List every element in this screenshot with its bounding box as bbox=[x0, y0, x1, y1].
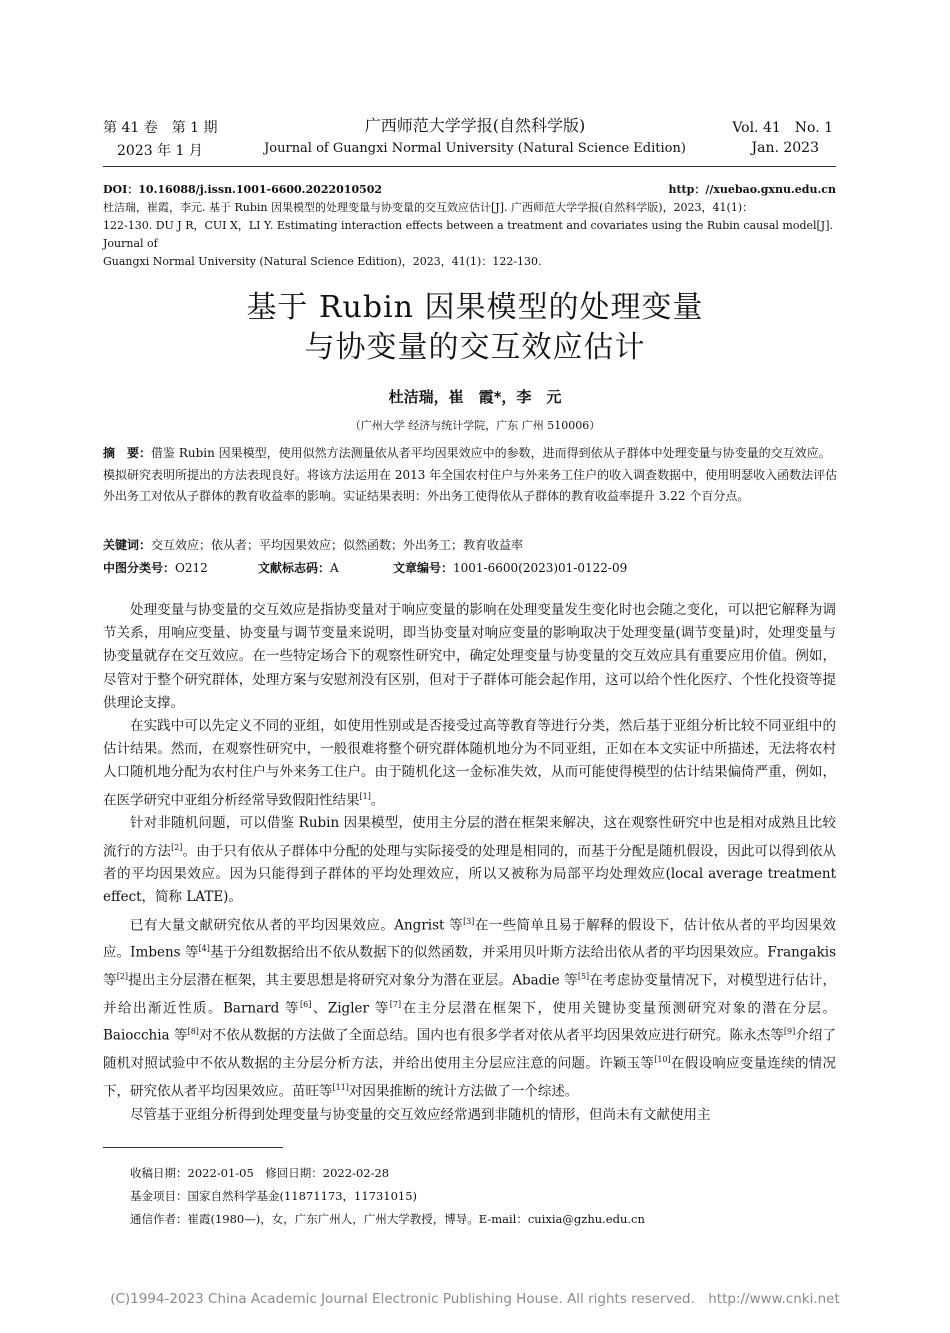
paragraph: 尽管基于亚组分析得到处理变量与协变量的交互效应经常遇到非随机的情形，但尚未有文献使用主 bbox=[130, 1106, 711, 1123]
document-code bbox=[258, 559, 339, 576]
citation-line: Guangxi Normal University (Natural Science Edition)，2023，41(1)：122-130. bbox=[103, 255, 542, 268]
keywords-text: 交互效应；依从者；平均因果效应；似然函数；外出务工；教育收益率 bbox=[151, 538, 524, 552]
keywords bbox=[103, 536, 523, 553]
journal-url[interactable]: http：//xuebao.gxnu.edu.cn bbox=[668, 183, 836, 196]
citation-ref[interactable]: [6] bbox=[300, 999, 312, 1009]
citation-ref[interactable]: [2] bbox=[116, 972, 129, 982]
citation-ref[interactable]: [9] bbox=[783, 1027, 796, 1037]
copyright-watermark: (C)1994-2023 China Academic Journal Electronic Publishing House. All rights reserved. http://www.cnki.net bbox=[110, 1291, 840, 1307]
paragraph: 已有大量文献研究依从者的平均因果效应。Angrist 等[3]在一些简单且易于解释的假设下，估计依从者的平均因果效应。Imbens 等[4]基于分组数据给出不依从数据下的似然函数，并采用贝叶斯方法给出依从者的平均因果效应。Frangakis 等[2]提出主分层潜在框架，其主要思想是将研究对象分为潜在亚层。Abadie 等[5]在考虑协变量情况下，对模型进行估计，并给出渐近性质。Barnard 等[6]、Zigler 等[7]在主分层潜在框架下，使用关键协变量预测研究对象的潜在分层。Baiocchia 等[8]对不依从数据的方法做了全面总结。国内也有很多学者对依从者平均因果效应进行研究。陈永杰等[9]介绍了随机对照试验中不依从数据的主分层分析方法，并给出使用主分层应注意的问题。许颖玉等[10]在假设响应变量连续的情况下，研究依从者平均因果效应。苗旺等[11]对因果推断的统计方法做了一个综述。 bbox=[103, 916, 837, 1100]
doi: DOI：10.16088/j.issn.1001-6600.2022010502 bbox=[103, 183, 383, 196]
journal-title-en: Journal of Guangxi Normal University (Natural Science Edition) bbox=[264, 141, 686, 156]
citation-ref[interactable]: [3] bbox=[463, 916, 475, 926]
clc-label: 中图分类号： bbox=[103, 561, 176, 575]
citation-ref[interactable]: [1] bbox=[359, 791, 371, 801]
issue-date-cn: 2023 年 1 月 bbox=[117, 143, 203, 159]
citation-ref[interactable]: [5] bbox=[577, 972, 590, 982]
fund-info: 基金项目：国家自然科学基金(11871173，11731015) bbox=[130, 1189, 418, 1203]
footnote-rule bbox=[103, 1147, 283, 1148]
document-code-label: 文献标志码： bbox=[258, 561, 331, 575]
article-id-value: 1001-6600(2023)01-0122-09 bbox=[453, 561, 628, 575]
clc-number bbox=[103, 559, 208, 576]
article-id-label: 文章编号： bbox=[393, 561, 454, 575]
abstract bbox=[103, 443, 838, 508]
paragraph: 针对非随机问题，可以借鉴 Rubin 因果模型，使用主分层的潜在框架来解决，这在观察性研究中也是相对成熟且比较流行的方法[2]。由于只有依从子群体中分配的处理与实际接受的处理是相同的，而基于分配是随机假设，因此可以得到依从者的平均因果效应。因为只能得到子群体的平均处理效应，所以又被称为局部平均处理效应(local average treatment effect，简称 LATE)。 bbox=[103, 815, 837, 906]
article-id bbox=[393, 559, 627, 576]
citation-ref[interactable]: [7] bbox=[389, 999, 402, 1009]
journal-title-cn: 广西师范大学学报(自然科学版) bbox=[364, 116, 586, 135]
citation-ref[interactable]: [8] bbox=[187, 1027, 199, 1037]
paragraph: 处理变量与协变量的交互效应是指协变量对于响应变量的影响在处理变量发生变化时也会随之变化，可以把它解释为调节关系，用响应变量、协变量与调节变量来说明，即当协变量对响应变量的影响取决于处理变量(调节变量)时，处理变量与协变量就存在交互效应。在一些特定场合下的观察性研究中，确定处理变量与协变量的交互效应具有重要应用价值。例如，尽管对于整个研究群体，处理方案与安慰剂没有区别，但对于子群体可能会起作用，这可以给个性化医疗、个性化投资等提供理论支撑。 bbox=[103, 602, 836, 711]
citation-ref[interactable]: [4] bbox=[198, 944, 210, 954]
abstract-text: 借鉴 Rubin 因果模型，使用似然方法测量依从者平均因果效应中的参数，进而得到依从子群体中处理变量与协变量的交互效应。模拟研究表明所提出的方法表现良好。将该方法运用在 2013 年全国农村住户与外来务工住户的收入调查数据中，使用明瑟收入函数法评估外出务工对依从子群体的教育收益率的影响。实证结果表明：外出务工使得依从子群体的教育收益率提升 3.22 个百分点。 bbox=[103, 446, 838, 503]
abstract-label: 摘 要： bbox=[103, 446, 152, 460]
volume-issue: 第 41 卷 第 1 期 bbox=[103, 120, 218, 136]
volume-en: Vol. 41 No. 1 bbox=[732, 120, 833, 136]
corresponding-author: 通信作者：崔霞(1980—)，女，广东广州人，广州大学教授，博导。E-mail：cuixia@gzhu.edu.cn bbox=[130, 1212, 645, 1226]
footnotes bbox=[130, 1162, 645, 1231]
citation-line: 杜洁瑞，崔霞，李元. 基于 Rubin 因果模型的处理变量与协变量的交互效应估计[J]. 广西师范大学学报(自然科学版)，2023，41(1)： bbox=[103, 201, 754, 214]
affiliation: （广州大学 经济与统计学院，广东 广州 510006） bbox=[349, 419, 601, 432]
authors: 杜洁瑞，崔 霞*，李 元 bbox=[388, 388, 562, 406]
article-title-line-1: 基于 Rubin 因果模型的处理变量 bbox=[246, 290, 704, 325]
clc-value: O212 bbox=[175, 561, 208, 575]
citation-ref[interactable]: [2] bbox=[171, 842, 183, 852]
paragraph: 在实践中可以先定义不同的亚组，如使用性别或是否接受过高等教育等进行分类，然后基于亚组分析比较不同亚组中的估计结果。然而，在观察性研究中，一般很难将整个研究群体随机地分为不同亚组，正如在本文实证中所描述，无法将农村人口随机地分配为农村住户与外来务工住户。由于随机化这一金标准失效，从而可能使得模型的估计结果偏倚严重，例如，在医学研究中亚组分析经常导致假阳性结果[1]。 bbox=[103, 718, 836, 809]
issue-date-en: Jan. 2023 bbox=[751, 140, 819, 156]
header-rule bbox=[103, 166, 836, 167]
citation-ref[interactable]: [11] bbox=[332, 1082, 349, 1092]
body-text bbox=[103, 599, 836, 1127]
citation bbox=[103, 199, 843, 271]
article-title-line-2: 与协变量的交互效应估计 bbox=[304, 330, 646, 365]
document-code-value: A bbox=[330, 561, 339, 575]
citation-ref[interactable]: [10] bbox=[654, 1055, 671, 1065]
keywords-label: 关键词： bbox=[103, 538, 152, 552]
citation-line: 122-130. DU J R，CUI X，LI Y. Estimating interaction effects between a treatment and covariates using the Rubin causal model[J]. Journal of bbox=[103, 219, 834, 250]
received-date: 收稿日期：2022-01-05 修回日期：2022-02-28 bbox=[130, 1166, 390, 1180]
